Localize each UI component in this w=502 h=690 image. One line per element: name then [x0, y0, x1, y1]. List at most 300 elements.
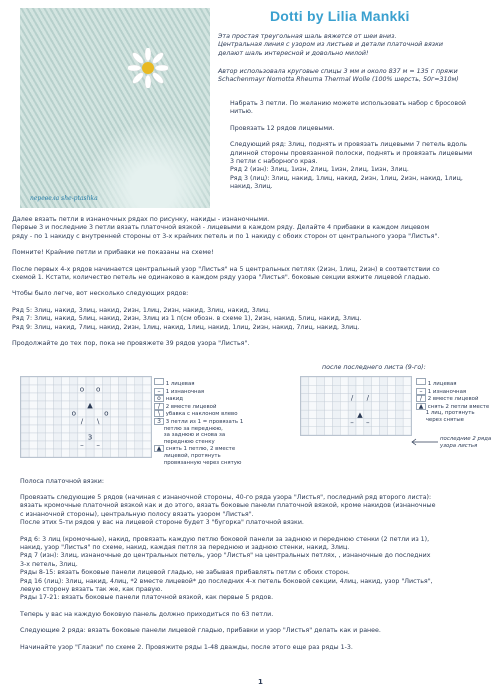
chart-cell — [45, 393, 53, 401]
chart-cell — [54, 417, 62, 425]
chart-cell — [110, 449, 118, 457]
legend-label: 2 вместе лицевой — [164, 403, 217, 410]
chart-cell — [403, 418, 411, 426]
chart-cell — [54, 377, 62, 385]
chart-cell — [143, 385, 151, 393]
chart-cell — [309, 427, 317, 435]
legend-label: 1 лицевая — [164, 381, 195, 387]
chart-cell — [119, 401, 127, 409]
chart-cell — [119, 433, 127, 441]
legend-right — [416, 378, 500, 424]
sk2p-icon: ▲ — [154, 445, 164, 452]
daisy-icon — [128, 48, 168, 88]
chart-cell — [332, 418, 340, 426]
chart-cell — [135, 441, 143, 449]
chart-cell — [45, 433, 53, 441]
chart-cell — [356, 377, 364, 385]
chart-cell — [356, 385, 364, 393]
chart-cell — [325, 418, 333, 426]
chart-cell — [380, 427, 388, 435]
stitch-symbol: ▲ — [357, 409, 363, 419]
intro-text: Эта простая треугольная шаль вяжется от шеи вниз. Центральная линия с узором из листьев и детали платочной вязки делают шаль интересной и довольно милой! — [218, 33, 444, 57]
chart-cell — [332, 402, 340, 410]
chart-cell — [348, 402, 356, 410]
chart-cell — [29, 417, 37, 425]
chart-cell — [54, 425, 62, 433]
chart-cell — [110, 417, 118, 425]
chart-cell — [37, 393, 45, 401]
blank-cell-icon — [154, 378, 164, 385]
chart-cell — [372, 377, 380, 385]
legend-label: 2 вместе лицевой — [426, 396, 479, 403]
chart-cell — [135, 401, 143, 409]
chart-cell — [37, 385, 45, 393]
stitch-symbol: o — [71, 408, 77, 418]
sk2p-icon: ▲ — [416, 403, 426, 410]
chart-cell — [86, 417, 94, 425]
legend-label: накид — [164, 396, 184, 403]
chart-cell — [143, 433, 151, 441]
chart-cell — [54, 433, 62, 441]
chart-cell — [70, 385, 78, 393]
chart-cell — [395, 394, 403, 402]
legend-label: лицевой, протянуть — [162, 452, 221, 459]
legend-row — [416, 395, 500, 403]
chart-cell — [78, 401, 86, 409]
chart-cell — [356, 427, 364, 435]
stitch-symbol: o — [79, 384, 85, 394]
stitch-symbol: / — [350, 393, 354, 403]
chart-cell — [340, 377, 348, 385]
chart-cell — [325, 394, 333, 402]
chart-cell — [110, 401, 118, 409]
chart-cell — [119, 385, 127, 393]
chart-cell — [372, 427, 380, 435]
leaf-chart-1 — [20, 376, 152, 458]
legend-row — [154, 378, 264, 388]
chart-cell — [395, 418, 403, 426]
chart-cell — [340, 402, 348, 410]
chart-cell — [395, 427, 403, 435]
chart-cell — [143, 377, 151, 385]
legend-row — [154, 432, 264, 439]
stitch-symbol: – — [96, 440, 100, 450]
legend-row — [154, 418, 264, 426]
chart-cell — [62, 441, 70, 449]
stitch-symbol: ▲ — [87, 400, 93, 410]
chart-cell — [54, 409, 62, 417]
legend-row — [154, 453, 264, 460]
chart-cell — [143, 401, 151, 409]
chart-cell — [94, 449, 102, 457]
chart-cell — [372, 385, 380, 393]
author-note: Автор использовала круговые спицы 3 мм и около 837 м = 135 г пряжи Schachenmayr Nomotta Rheuma Thermal Wolle (100% шерсть, 50г=310м) — [218, 68, 459, 84]
chart-cell — [21, 385, 29, 393]
chart-cell — [21, 401, 29, 409]
chart-cell — [29, 433, 37, 441]
chart-cell — [86, 441, 94, 449]
chart-cell — [340, 410, 348, 418]
chart-cell — [403, 410, 411, 418]
chart-cell — [380, 402, 388, 410]
page-title: Dotti by Lilia Mankki — [270, 8, 410, 24]
chart-cell — [29, 441, 37, 449]
chart-cell — [102, 441, 110, 449]
chart-cell — [127, 409, 135, 417]
section-title: Полоса платочной вязки: — [20, 478, 104, 485]
chart-caption: после последнего листа (9-го): — [322, 364, 426, 371]
legend-label: 1 изнаночная — [164, 388, 205, 395]
legend-row — [154, 460, 264, 467]
chart-cell — [37, 401, 45, 409]
chart-cell — [127, 441, 135, 449]
chart-cell — [301, 394, 309, 402]
chart-cell — [70, 441, 78, 449]
chart-cell — [70, 417, 78, 425]
chart-cell — [110, 441, 118, 449]
chart-cell — [348, 427, 356, 435]
chart-cell — [127, 401, 135, 409]
chart-cell — [325, 377, 333, 385]
chart-cell — [325, 385, 333, 393]
stitch-symbol: o — [104, 408, 109, 418]
chart-cell — [143, 409, 151, 417]
k2tog-icon: / — [416, 395, 426, 402]
chart-cell — [317, 377, 325, 385]
chart-cell — [62, 433, 70, 441]
chart-cell — [86, 449, 94, 457]
chart-cell — [387, 385, 395, 393]
chart-cell — [317, 402, 325, 410]
stitch-symbol: 3 — [87, 432, 93, 442]
chart-cell — [309, 410, 317, 418]
chart-cell — [372, 418, 380, 426]
chart-cell — [143, 449, 151, 457]
chart-cell — [387, 394, 395, 402]
chart-cell — [29, 425, 37, 433]
chart-cell — [309, 402, 317, 410]
chart-cell — [45, 425, 53, 433]
chart-cell — [110, 385, 118, 393]
chart-cell — [372, 402, 380, 410]
chart-cell — [372, 394, 380, 402]
chart-cell — [70, 449, 78, 457]
chart-cell — [143, 441, 151, 449]
chart-cell — [70, 425, 78, 433]
chart-cell — [387, 410, 395, 418]
chart-cell — [70, 377, 78, 385]
legend-label: петлю за переднюю, — [162, 425, 223, 432]
chart-cell — [45, 377, 53, 385]
chart-cell — [119, 425, 127, 433]
chart-cell — [127, 385, 135, 393]
chart-cell — [332, 385, 340, 393]
chart-cell — [37, 449, 45, 457]
legend-row — [416, 378, 500, 388]
chart-cell — [403, 377, 411, 385]
shawl-photo — [20, 8, 210, 208]
chart-cell — [317, 385, 325, 393]
chart-cell — [45, 401, 53, 409]
chart-cell — [403, 427, 411, 435]
chart-cell — [403, 385, 411, 393]
legend-row — [154, 395, 264, 403]
chart-cell — [54, 441, 62, 449]
chart-cell — [127, 433, 135, 441]
chart-cell — [119, 417, 127, 425]
chart-cell — [395, 402, 403, 410]
legend-label: переднюю стенку — [162, 438, 215, 445]
legend-label: снять 2 петли вместе — [426, 403, 490, 410]
chart-cell — [86, 377, 94, 385]
chart-cell — [102, 417, 110, 425]
chart-cell — [135, 433, 143, 441]
cast-on-instructions: Набрать 3 петли. По желанию можете использовать набор с бросовой нитью. Провязать 12 рядов лицевыми. Следующий ряд: 3лиц, поднять и провязать лицевыми 7 петель вдоль длинной стороны провязанной полоски, поднять и провязать лицевыми 3 петли с наборного края. Ряд 2 (изн): 3лиц, 1изн, 2лиц, 1изн, 2лиц, 1изн, 3лиц. Ряд 3 (лиц): 3лиц, накид, 1лиц, накид, 2изн, 1лиц, 2изн, накид, 1лиц, накид, 3лиц. — [230, 100, 473, 191]
chart-cell — [45, 417, 53, 425]
chart-cell — [54, 393, 62, 401]
chart-cell — [70, 433, 78, 441]
legend-row — [154, 445, 264, 453]
chart-cell — [37, 417, 45, 425]
leaf-chart-2 — [300, 376, 412, 436]
chart-cell — [403, 402, 411, 410]
chart-cell — [317, 418, 325, 426]
chart-cell — [127, 417, 135, 425]
chart-cell — [21, 433, 29, 441]
chart-cell — [364, 427, 372, 435]
chart-cell — [387, 377, 395, 385]
circle-cell-icon: o — [154, 395, 164, 402]
chart-cell — [332, 394, 340, 402]
chart-cell — [143, 425, 151, 433]
ssk-icon: \ — [154, 410, 164, 417]
chart-cell — [387, 418, 395, 426]
chart-cell — [395, 385, 403, 393]
chart-cell — [45, 385, 53, 393]
chart-cell — [21, 441, 29, 449]
chart-cell — [62, 409, 70, 417]
chart-cell — [78, 449, 86, 457]
chart-cell — [340, 418, 348, 426]
stitch-symbol: – — [366, 418, 370, 428]
chart-cell — [21, 425, 29, 433]
chart-cell — [403, 394, 411, 402]
three-from-one-icon: 3 — [154, 418, 164, 425]
chart-cell — [62, 385, 70, 393]
chart-cell — [395, 377, 403, 385]
chart-cell — [45, 441, 53, 449]
legend-left — [154, 378, 264, 466]
chart-cell — [364, 402, 372, 410]
chart-cell — [62, 417, 70, 425]
chart-cell — [127, 377, 135, 385]
chart-cell — [110, 433, 118, 441]
chart-cell — [301, 402, 309, 410]
chart-cell — [387, 402, 395, 410]
chart-cell — [102, 449, 110, 457]
chart-cell — [21, 377, 29, 385]
chart-cell — [325, 410, 333, 418]
chart-cell — [380, 418, 388, 426]
chart-cell — [54, 385, 62, 393]
chart-cell — [380, 377, 388, 385]
chart-cell — [372, 410, 380, 418]
chart-cell — [102, 425, 110, 433]
chart-cell — [135, 449, 143, 457]
chart-cell — [301, 427, 309, 435]
legend-label: 1 лиц, протянуть — [424, 410, 475, 417]
stitch-symbol: / — [366, 393, 369, 403]
chart-cell — [317, 410, 325, 418]
k2tog-icon: / — [154, 403, 164, 410]
chart-cell — [348, 377, 356, 385]
chart-cell — [62, 377, 70, 385]
legend-row — [416, 403, 500, 411]
chart-cell — [135, 409, 143, 417]
chart-cell — [387, 427, 395, 435]
legend-row — [154, 403, 264, 411]
legend-row — [154, 439, 264, 446]
chart-cell — [340, 394, 348, 402]
chart-cell — [301, 418, 309, 426]
chart-cell — [45, 449, 53, 457]
chart-cell — [325, 402, 333, 410]
chart-cell — [78, 425, 86, 433]
chart-cell — [94, 393, 102, 401]
legend-row — [154, 426, 264, 433]
chart-cell — [21, 449, 29, 457]
chart-cell — [45, 409, 53, 417]
chart-cell — [21, 393, 29, 401]
chart-cell — [301, 377, 309, 385]
chart-cell — [37, 441, 45, 449]
chart-cell — [340, 427, 348, 435]
chart-cell — [143, 393, 151, 401]
chart-cell — [309, 377, 317, 385]
chart-cell — [37, 377, 45, 385]
legend-label: провязанную через снятую — [162, 459, 242, 466]
chart-cell — [21, 409, 29, 417]
stitch-symbol: \ — [96, 416, 100, 426]
legend-label: 1 изнаночная — [426, 388, 467, 395]
dash-cell-icon: – — [416, 388, 426, 395]
chart-cell — [29, 449, 37, 457]
leaf-chart-grid — [21, 377, 151, 457]
stitch-symbol: – — [350, 418, 354, 428]
chart-cell — [110, 425, 118, 433]
chart-cell — [119, 377, 127, 385]
chart-cell — [135, 377, 143, 385]
chart-cell — [356, 394, 364, 402]
legend-row — [154, 388, 264, 396]
chart-cell — [119, 393, 127, 401]
chart-cell — [54, 449, 62, 457]
chart-cell — [332, 410, 340, 418]
arrow-icon — [410, 438, 440, 448]
chart-cell — [309, 385, 317, 393]
chart-cell — [94, 401, 102, 409]
chart-cell — [127, 449, 135, 457]
chart-cell — [301, 410, 309, 418]
legend-label: за заднюю и снова за — [162, 432, 226, 439]
chart-cell — [110, 409, 118, 417]
chart-cell — [37, 433, 45, 441]
chart-cell — [325, 427, 333, 435]
chart-cell — [102, 393, 110, 401]
chart-cell — [395, 410, 403, 418]
chart-cell — [29, 401, 37, 409]
chart-cell — [127, 393, 135, 401]
blank-cell-icon — [416, 378, 426, 385]
chart-cell — [110, 393, 118, 401]
leaf-end-chart-grid — [301, 377, 411, 435]
legend-label: 1 лицевая — [426, 381, 457, 387]
chart-cell — [86, 409, 94, 417]
photo-watermark: перевела she-ptashka — [30, 195, 98, 202]
chart-cell — [78, 393, 86, 401]
chart-cell — [309, 394, 317, 402]
chart-cell — [135, 393, 143, 401]
legend-row — [416, 410, 500, 417]
chart-cell — [54, 401, 62, 409]
chart-cell — [62, 401, 70, 409]
chart-cell — [135, 417, 143, 425]
chart-cell — [102, 385, 110, 393]
chart-cell — [62, 393, 70, 401]
legend-row — [416, 417, 500, 424]
chart-cell — [309, 418, 317, 426]
chart-cell — [356, 418, 364, 426]
dash-cell-icon: – — [154, 388, 164, 395]
stitch-symbol: / — [80, 416, 84, 426]
chart-cell — [37, 425, 45, 433]
chart-cell — [119, 449, 127, 457]
main-instructions: Далее вязать петли в изнаночных рядах по рисунку, накиды - изнаночными. Первые 3 и последние 3 петли вязать платочной вязкой - лицевыми в каждом ряду. Делайте 4 прибавки в каждом лицевом ряду - по 1 накиду с внутренней стороны от 3-х крайних петель и по 1 накиду с обоих сторон от центрального узора "Листья". Помните! Крайние петли и прибавки не показаны на схеме! После первых 4-х рядов начинается центральный узор "Листья" на 5 центральных петлях (2изн, 1лиц, 2изн) в соответствии со схемой 1. Кстати, количество петель не одинаково в каждом ряду узора "Листья". боковые секции вяжите лицевой гладью. Чтобы было легче, вот несколько следующих рядов: Ряд 5: 3лиц, накид, 3лиц, накид, 2изн, 1лиц, 2изн, накид, 3лиц, накид, 3лиц. Ряд 7: 3лиц, накид, 5лиц, накид, 2изн, 3лиц из 1 п(см обозн. в схеме 1), 2изн, накид, 5лиц, накид, 3лиц. Ряд 9: 3лиц, накид, 7лиц, накид, 2изн, 1лиц, накид, 1лиц, накид, 1лиц, 2изн, накид, 7лиц, накид, 3лиц. Продолжайте до тех пор, пока не провяжете 39 рядов узора "Листья". — [12, 216, 440, 348]
chart-note: последние 2 ряда узора листья — [440, 436, 492, 449]
chart-cell — [317, 427, 325, 435]
stitch-symbol: – — [80, 440, 84, 450]
legend-label: через снятые — [424, 416, 464, 423]
chart-cell — [86, 385, 94, 393]
chart-cell — [364, 377, 372, 385]
chart-cell — [21, 417, 29, 425]
chart-cell — [332, 377, 340, 385]
garter-band-instructions: Провязать следующие 5 рядов (начиная с изнаночной стороны, 40-го ряда узора "Листья", последний ряд второго листа): вязать кромочные платочной вязкой как и до этого, вязать боковые панели платочной вязкой, кроме накидов (изнаночные с изнаночной стороны), центральную полосу вязать узором "Листья". После этих 5-ти рядов у вас на лицевой стороне будет 3 "бугорка" платочной вязки. Ряд 6: 3 лиц (кромочные), накид, провязать каждую петлю боковой панели за заднюю и переднюю стенки (2 петли из 1), накид, узор "Листья" по схеме, накид, каждая петля за переднюю и заднюю стенки, накид, 3лиц. Ряд 7 (изн): 3лиц, изнаночные до центральных петель, узор "Листья" на центральных петлях, , изнаночные до последних 3-х петель, 3лиц. Ряды 8-15: вязать боковые панели лицевой гладью, не забывая прибавлять петли с обоих сторон. Ряд 16 (лиц): 3лиц, накид, 4лиц, *2 вместе лицевой* до последних 4-х петель боковой секции, 4лиц, накид, узор "Листья", левую сторону вязать так же, как правую. Ряды 17-21: вязать боковые панели платочной вязкой, как первые 5 рядов. Теперь у вас на каждую боковую панель должно приходиться по 63 петли. Следующие 2 ряда: вязать боковые панели лицевой гладью, прибавки и узор "Листья" делать как и ранее. Начинайте узор "Глазки" по схеме 2. Провяжите ряды 1-48 дважды, после этого еще раз ряды 1-3. — [20, 494, 436, 651]
chart-cell — [119, 441, 127, 449]
legend-label: убавка с наклоном влево — [164, 411, 238, 418]
chart-cell — [119, 409, 127, 417]
stitch-symbol: o — [95, 384, 101, 394]
chart-cell — [70, 393, 78, 401]
chart-cell — [102, 377, 110, 385]
chart-cell — [301, 385, 309, 393]
chart-cell — [29, 393, 37, 401]
legend-label: снять 1 петлю, 2 вместе — [164, 446, 236, 453]
chart-cell — [110, 377, 118, 385]
chart-cell — [340, 385, 348, 393]
chart-cell — [380, 385, 388, 393]
chart-cell — [317, 394, 325, 402]
chart-cell — [62, 449, 70, 457]
chart-cell — [94, 425, 102, 433]
chart-cell — [102, 433, 110, 441]
chart-cell — [380, 394, 388, 402]
chart-cell — [62, 425, 70, 433]
chart-cell — [135, 425, 143, 433]
chart-cell — [29, 385, 37, 393]
legend-row — [416, 388, 500, 396]
chart-cell — [29, 409, 37, 417]
